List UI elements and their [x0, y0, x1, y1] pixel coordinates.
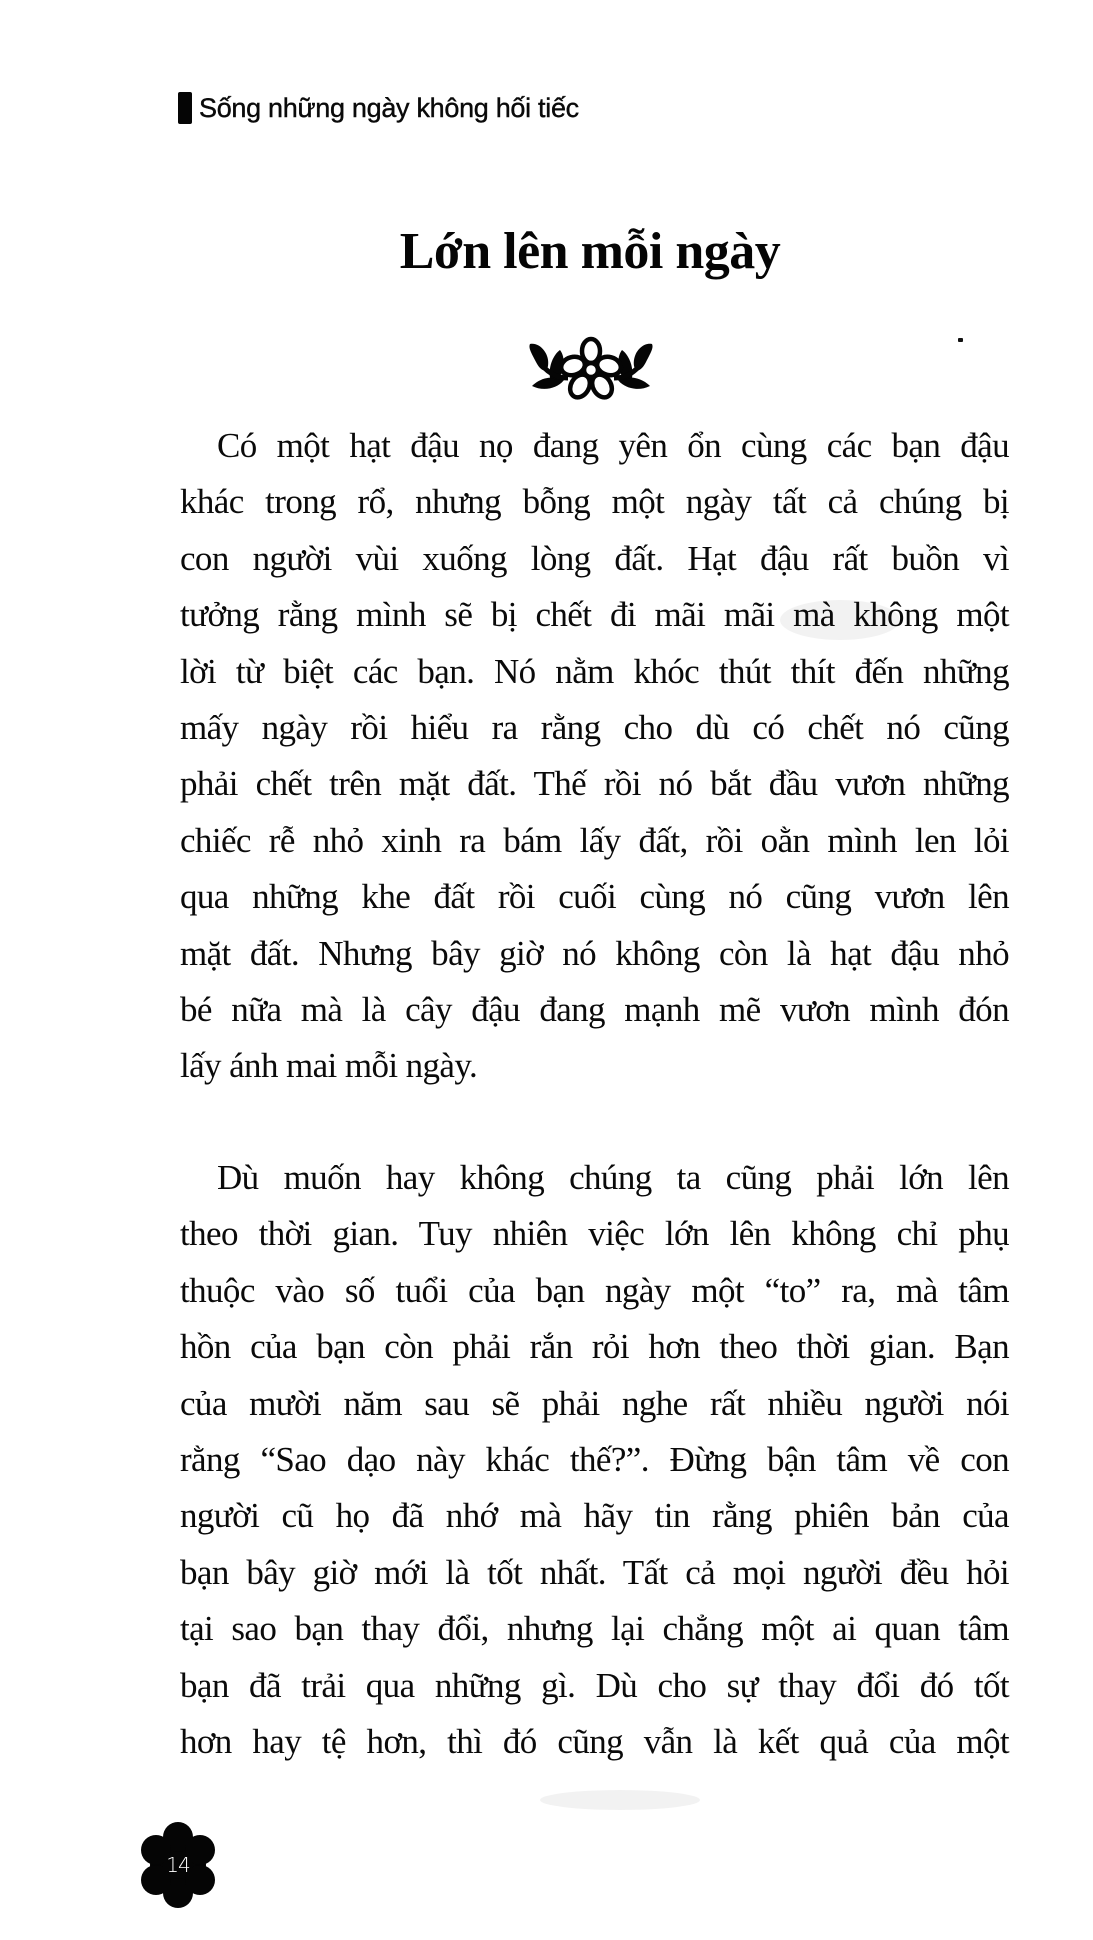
text-line: Dù muốn hay không chúng ta cũng phải lớn lên	[217, 1158, 1009, 1197]
paragraph-1	[180, 418, 1009, 1095]
page-number: 14	[166, 1853, 190, 1877]
text-line: bạn bây giờ mới là tốt nhất. Tất cả mọi người đều hỏi	[180, 1552, 1009, 1592]
chapter-title: Lớn lên mỗi ngày	[399, 223, 781, 280]
header-marker-bar	[178, 92, 192, 124]
print-speck	[958, 338, 963, 342]
flower-ornament-icon	[528, 336, 654, 402]
text-line: mặt đất. Nhưng bây giờ nó không còn là hạt đậu nhỏ	[180, 933, 1009, 973]
running-title: Sống những ngày không hối tiếc	[199, 93, 579, 123]
text-line: bé nữa mà là cây đậu đang mạnh mẽ vươn mình đón	[180, 989, 1009, 1029]
page-number-badge	[140, 1820, 216, 1910]
text-line: rằng “Sao dạo này khác thế?”. Đừng bận tâm về con	[180, 1439, 1009, 1479]
text-line: theo thời gian. Tuy nhiên việc lớn lên không chỉ phụ	[180, 1214, 1009, 1254]
text-line: qua những khe đất rồi cuối cùng nó cũng vươn lên	[180, 877, 1009, 917]
text-line: phải chết trên mặt đất. Thế rồi nó bắt đầu vươn những	[180, 764, 1009, 804]
text-line: thuộc vào số tuổi của bạn ngày một “to” ra, mà tâm	[180, 1270, 1009, 1310]
text-line: hơn hay tệ hơn, thì đó cũng vẫn là kết quả của một	[180, 1721, 1009, 1761]
text-line: lấy ánh mai mỗi ngày.	[180, 1046, 478, 1086]
text-line: lời từ biệt các bạn. Nó nằm khóc thút thít đến những	[180, 651, 1009, 691]
text-line: tại sao bạn thay đổi, nhưng lại chẳng một ai quan tâm	[180, 1609, 1009, 1649]
text-line: chiếc rễ nhỏ xinh ra bám lấy đất, rồi oằn mình len lỏi	[180, 820, 1009, 860]
text-line: Có một hạt đậu nọ đang yên ổn cùng các bạn đậu	[217, 426, 1009, 465]
text-line: tưởng rằng mình sẽ bị chết đi mãi mãi mà không một	[180, 595, 1009, 635]
text-line: hồn của bạn còn phải rắn rỏi hơn theo thời gian. Bạn	[180, 1327, 1009, 1367]
text-line: mấy ngày rồi hiểu ra rằng cho dù có chết nó cũng	[180, 707, 1009, 747]
scan-artifact	[540, 1790, 700, 1810]
text-line: người cũ họ đã nhớ mà hãy tin rằng phiên bản của	[180, 1496, 1009, 1536]
text-line: bạn đã trải qua những gì. Dù cho sự thay đổi đó tốt	[180, 1665, 1009, 1705]
paragraph-2	[180, 1150, 1009, 1770]
running-header	[178, 90, 579, 126]
text-line: con người vùi xuống lòng đất. Hạt đậu rất buồn vì	[180, 538, 1009, 578]
text-line: khác trong rổ, nhưng bỗng một ngày tất cả chúng bị	[180, 482, 1009, 522]
text-line: của mười năm sau sẽ phải nghe rất nhiều người nói	[180, 1383, 1009, 1423]
